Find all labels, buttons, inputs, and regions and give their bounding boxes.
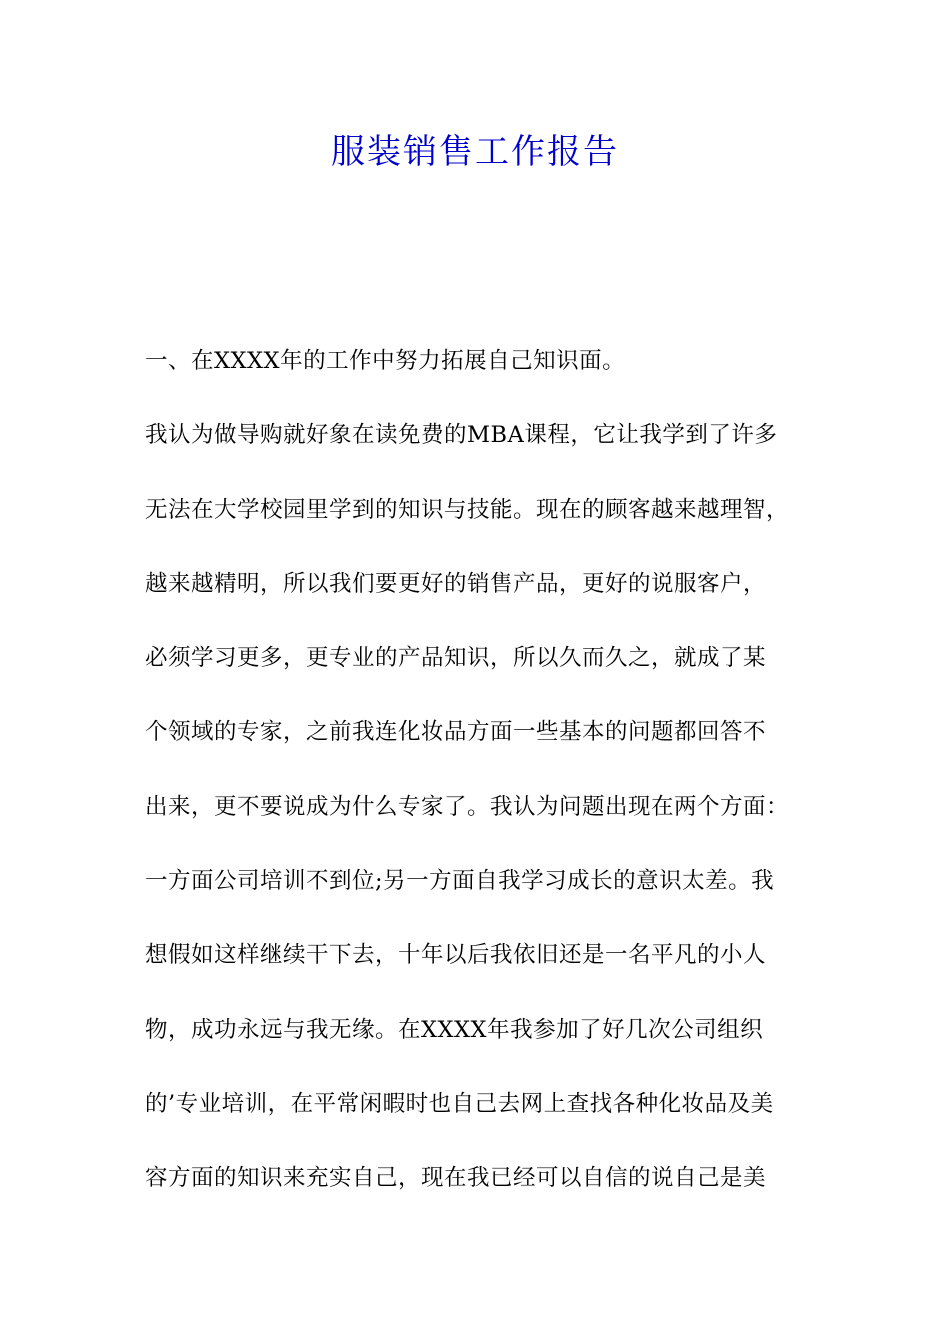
text-line: 容方面的知识来充实自己，现在我已经可以自信的说自己是美: [145, 1165, 767, 1192]
text-line: 出来，更不要说成为什么专家了。我认为问题出现在两个方面：: [145, 793, 790, 820]
text-line: 想假如这样继续干下去，十年以后我依旧还是一名平凡的小人: [145, 942, 767, 969]
text-line: 无法在大学校园里学到的知识与技能。现在的顾客越来越理智，: [145, 496, 790, 523]
text-line: 必须学习更多，更专业的产品知识，所以久而久之，就成了某: [145, 645, 767, 672]
document-title: 服装销售工作报告: [331, 132, 619, 172]
text-line: 越来越精明，所以我们要更好的销售产品，更好的说服客户，: [145, 570, 767, 597]
text-line: 一、在XXXX年的工作中努力拓展自己知识面。: [145, 348, 626, 374]
text-line: 我认为做导购就好象在读免费的MBA课程，它让我学到了许多: [145, 422, 778, 449]
text-line: 物，成功永远与我无缘。在XXXX年我参加了好几次公司组织: [145, 1016, 764, 1043]
document-body: [145, 340, 835, 1232]
text-line: 的’专业培训，在平常闲暇时也自己去网上查找各种化妆品及美: [145, 1090, 774, 1117]
text-line: 一方面公司培训不到位;另一方面自我学习成长的意识太差。我: [145, 868, 775, 895]
text-line: 个领域的专家，之前我连化妆品方面一些基本的问题都回答不: [145, 719, 767, 746]
